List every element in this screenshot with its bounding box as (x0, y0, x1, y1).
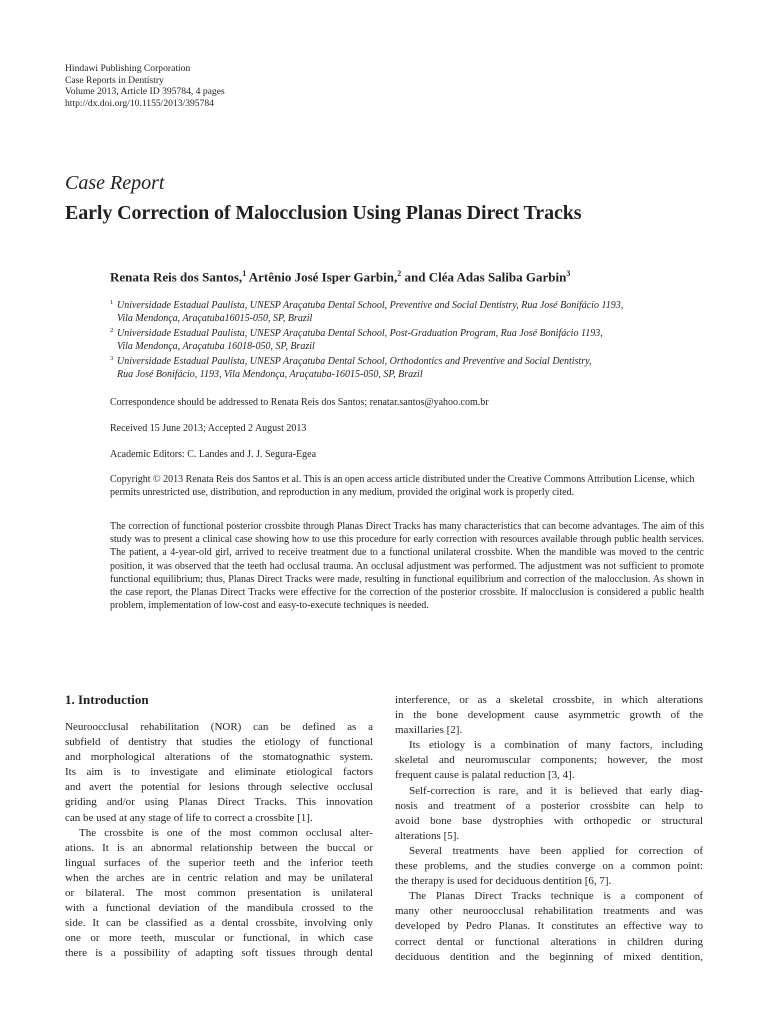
affiliation-number: 3 (110, 355, 114, 362)
text-line: there is a possibility of adapting soft tissues through dental (65, 947, 373, 960)
abstract: The correction of functional posterior crossbite through Planas Direct Tracks has many characteristics that can become advantages. The aim of this study was to present a clinical case showing how to use this procedure for early correction with resources available through public health services. The patient, a 4-year-old girl, arrived to receive treatment due to a functional unilateral crossbite. When the mandible was moved to the centric position, it was observed that the teeth had occlusal trauma. An occlusal adjustment was performed. The adjustment was not sufficient to promote functional equilibrium; thus, Planas Direct Tracks were made, resulting in functional equilibrium and correction of the malocclusion. As shown in the case report, the Planas Direct Tracks were effective for the correction of the posterior crossbite. If malocclusion is considered a public health problem, implementation of low-cost and easy-to-execute techniques is needed. (110, 521, 704, 612)
text-line: interference, or as a skeletal crossbite, in which alterations (395, 694, 703, 706)
text-line: alterations [5]. (395, 829, 460, 842)
text-line: and avert the potential for lesions through selective occlusal (65, 781, 373, 794)
body-column-left (65, 692, 373, 962)
affiliation (110, 355, 710, 381)
text-line: lingual surfaces of the superior teeth and the inferior teeth (65, 856, 373, 869)
affiliation-line: Universidade Estadual Paulista, UNESP Araçatuba Dental School, Post-Graduation Program, Rua José Bonifácio 1193, (117, 328, 603, 339)
academic-editors: Academic Editors: C. Landes and J. J. Segura-Egea (110, 449, 317, 460)
text-line: and morphological alterations of the stomatognathic system. (65, 751, 373, 764)
received-dates: Received 15 June 2013; Accepted 2 August 2013 (110, 423, 307, 434)
author-name: and Cléa Adas Saliba Garbin (401, 269, 567, 285)
text-line: avoid bone base dystrophies with orthopedic or structural (395, 814, 703, 827)
affiliation-number: 1 (110, 299, 114, 306)
affiliation-number: 2 (110, 327, 114, 334)
text-line: deciduous dentition and the beginning of mixed dentition, (395, 950, 703, 963)
text-line: skeletal and neuromuscular components; however, the most (395, 754, 703, 767)
text-line: many other neuroocclusal rehabilitation treatments and was (395, 905, 703, 918)
text-line: Self-correction is rare, and it is believed that early diag- (409, 784, 703, 797)
article-title: Early Correction of Malocclusion Using Planas Direct Tracks (65, 202, 582, 224)
body-column-right (395, 693, 703, 965)
author-list (110, 269, 570, 285)
affiliation-line: Rua José Bonifácio, 1193, Vila Mendonça, Araçatuba-16015-050, SP, Brazil (117, 369, 423, 380)
text-line: or bilateral. The most common presentation is unilateral (65, 887, 373, 900)
text-line: Several treatments have been applied for correction of (409, 844, 703, 857)
text-line: one or more teeth, muscular or functional, in which case (65, 932, 373, 945)
text-line: developed by Pedro Planas. It constitutes an effective way to (395, 920, 703, 933)
text-line: correct dental or functional alterations in children during (395, 935, 703, 948)
text-line: Neuroocclusal rehabilitation (NOR) can be defined as a (65, 721, 373, 733)
text-line: maxillaries [2]. (395, 724, 463, 737)
volume-info: Volume 2013, Article ID 395784, 4 pages (65, 86, 225, 98)
doi-link[interactable]: http://dx.doi.org/10.1155/2013/395784 (65, 97, 214, 109)
text-line: side. It can be classified as a dental crossbite, involving only (65, 917, 373, 930)
text-line: can be used at any stage of life to correct a crossbite [1]. (65, 811, 313, 824)
affiliation-line: Vila Mendonça, Araçatuba16015-050, SP, Brazil (117, 313, 313, 324)
article-type: Case Report (65, 172, 165, 194)
author-affil-number: 3 (566, 269, 571, 278)
affiliation-line: Universidade Estadual Paulista, UNESP Araçatuba Dental School, Preventive and Social Dentistry, Rua José Bonifácio 1193, (117, 300, 624, 311)
text-line: in the bone development cause asymmetric growth of the (395, 709, 703, 722)
correspondence-note: Correspondence should be addressed to Renata Reis dos Santos; renatar.santos@yahoo.com.br (110, 397, 489, 408)
journal-header (65, 63, 225, 109)
text-line: the therapy is used for deciduous dentition [6, 7]. (395, 875, 612, 888)
text-line: Its etiology is a combination of many factors, including (409, 739, 703, 752)
text-line: with a functional deviation of the mandibula crossed to the (65, 902, 373, 915)
affiliation (110, 299, 710, 325)
author-name: Artênio José Isper Garbin, (246, 269, 398, 285)
publisher-name: Hindawi Publishing Corporation (65, 63, 191, 74)
text-line: these problems, and the studies converge on a common point: (395, 860, 703, 873)
affiliation-line: Universidade Estadual Paulista, UNESP Araçatuba Dental School, Orthodontics and Preventive and Social Dentistry, (117, 356, 592, 367)
text-line: griding and/or using Planas Direct Tracks. This innovation (65, 796, 373, 809)
author-affil-number: 1 (242, 269, 247, 278)
text-line: The Planas Direct Tracks technique is a component of (409, 890, 703, 903)
affiliations (110, 299, 710, 383)
author-affil-number: 2 (397, 269, 402, 278)
affiliation (110, 327, 710, 353)
section-heading: 1. Introduction (65, 692, 149, 707)
text-line: ations. It is an abnormal relationship between the buccal or (65, 841, 373, 854)
text-line: Its aim is to investigate and eliminate etiological factors (65, 766, 373, 779)
text-line: frequent cause is palatal reduction [3, 4]. (395, 769, 575, 782)
text-line: nosis and treatment of a posterior crossbite can help to (395, 799, 703, 812)
text-line: when the arches are in centric relation and may be unilateral (65, 871, 373, 884)
affiliation-line: Vila Mendonça, Araçatuba 16018-050, SP, Brazil (117, 341, 315, 352)
journal-name: Case Reports in Dentistry (65, 74, 164, 86)
text-line: The crossbite is one of the most common occlusal alter- (79, 826, 373, 839)
left-column-text (65, 720, 373, 962)
author-name: Renata Reis dos Santos, (110, 269, 243, 285)
copyright-notice: Copyright © 2013 Renata Reis dos Santos et al. This is an open access article distributed under the Creative Commons Attribution License, which permits unrestricted use, distribution, and reproduction in any medium, provided the original work is properly cited. (110, 474, 695, 498)
text-line: subfield of dentistry that studies the etiology of functional (65, 736, 373, 749)
right-column-text (395, 693, 703, 965)
